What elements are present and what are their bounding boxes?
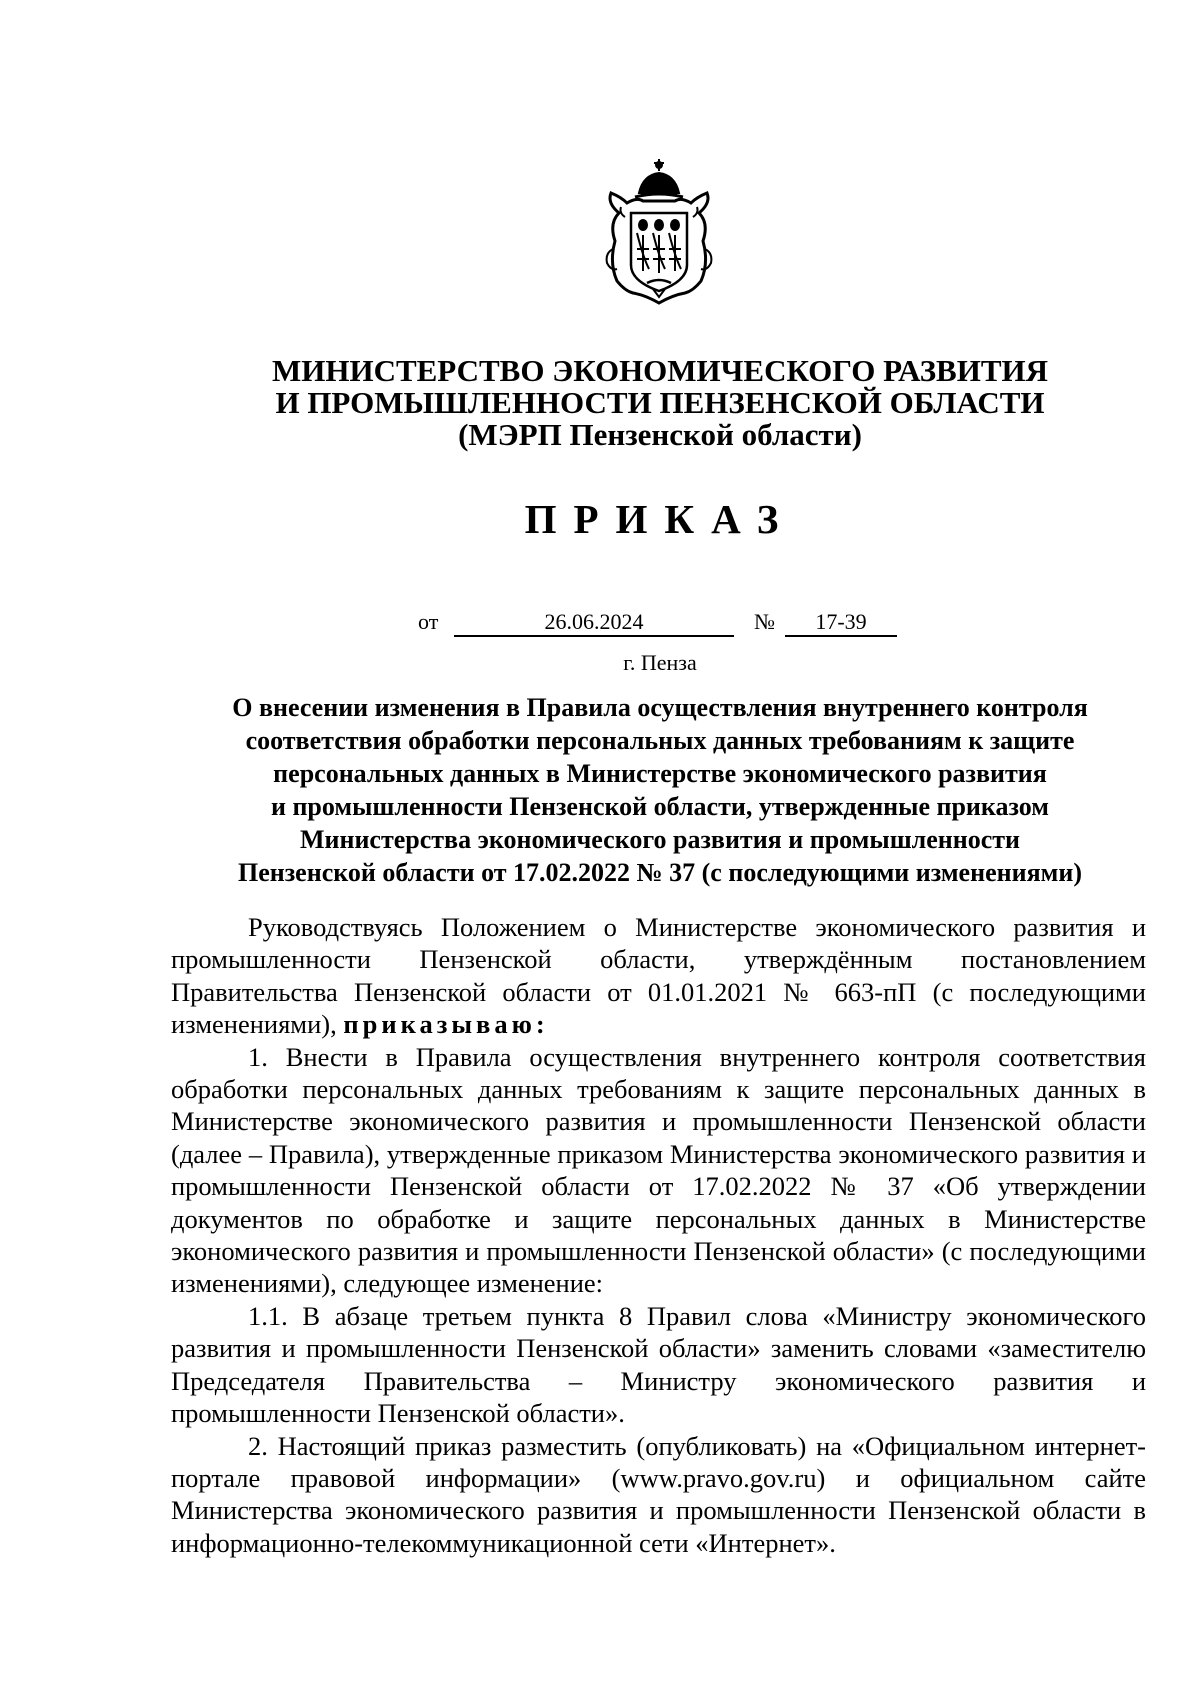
preamble-paragraph [171, 911, 1146, 1041]
subject-line: О внесении изменения в Правила осуществления внутреннего контроля [232, 693, 1088, 722]
document-type-title: ПРИКАЗ [524, 496, 796, 542]
subject-line: Пензенской области от 17.02.2022 № 37 (с последующими изменениями) [237, 858, 1082, 887]
order-action-word: приказываю: [343, 1009, 549, 1040]
preamble-text: Руководствуясь Положением о Министерстве экономического развития и промышленности Пензенской области, утверждённым постановлением Правительства Пензенской области от 01.01.2021 № 663-пП (с последующими изменениями), [171, 912, 1146, 1040]
date-from-label: от [418, 609, 439, 634]
order-date: 26.06.2024 [454, 609, 734, 637]
organization-name-line-1: МИНИСТЕРСТВО ЭКОНОМИЧЕСКОГО РАЗВИТИЯ [271, 353, 1049, 388]
subject-line: Министерства экономического развития и промышленности [299, 825, 1021, 854]
subject-line: персональных данных в Министерстве экономического развития [273, 759, 1047, 788]
organization-header [0, 355, 1200, 451]
organization-short-name: (МЭРП Пензенской области) [458, 417, 862, 452]
order-number: 17-39 [785, 609, 897, 637]
city: г. Пенза [623, 650, 697, 675]
number-label: № [754, 609, 775, 634]
document-body [171, 911, 1146, 1559]
paragraph-item-1-1: 1.1. В абзаце третьем пункта 8 Правил слова «Министру экономического развития и промышленности Пензенской области» заменить словами «заместителю Председателя Правительства – Министру экономического развития и промышленности Пензенской области». [171, 1300, 1146, 1429]
subject-line: соответствия обработки персональных данных требованиям к защите [245, 726, 1075, 755]
paragraph-item-1: 1. Внести в Правила осуществления внутреннего контроля соответствия обработки персональных данных требованиям к защите персональных данных в Министерстве экономического развития и промышленности Пензенской области (далее – Правила), утвержденные приказом Министерства экономического развития и промышленности Пензенской области от 17.02.2022 № 37 «Об утверждении документов по обработке и защите персональных данных в Министерстве экономического развития и промышленности Пензенской области» (с последующими изменениями), следующее изменение: [171, 1041, 1146, 1299]
document-subject [0, 691, 1200, 889]
paragraph-item-2: 2. Настоящий приказ разместить (опубликовать) на «Официальном интернет-портале правовой информации» (www.pravo.gov.ru) и официальном сайте Министерства экономического развития и промышленности Пензенской области в информационно-телекоммуникационной сети «Интернет». [171, 1430, 1146, 1558]
organization-name-line-2: И ПРОМЫШЛЕННОСТИ ПЕНЗЕНСКОЙ ОБЛАСТИ [275, 385, 1045, 420]
subject-line: и промышленности Пензенской области, утвержденные приказом [270, 792, 1050, 821]
coat-of-arms-emblem [597, 153, 721, 313]
